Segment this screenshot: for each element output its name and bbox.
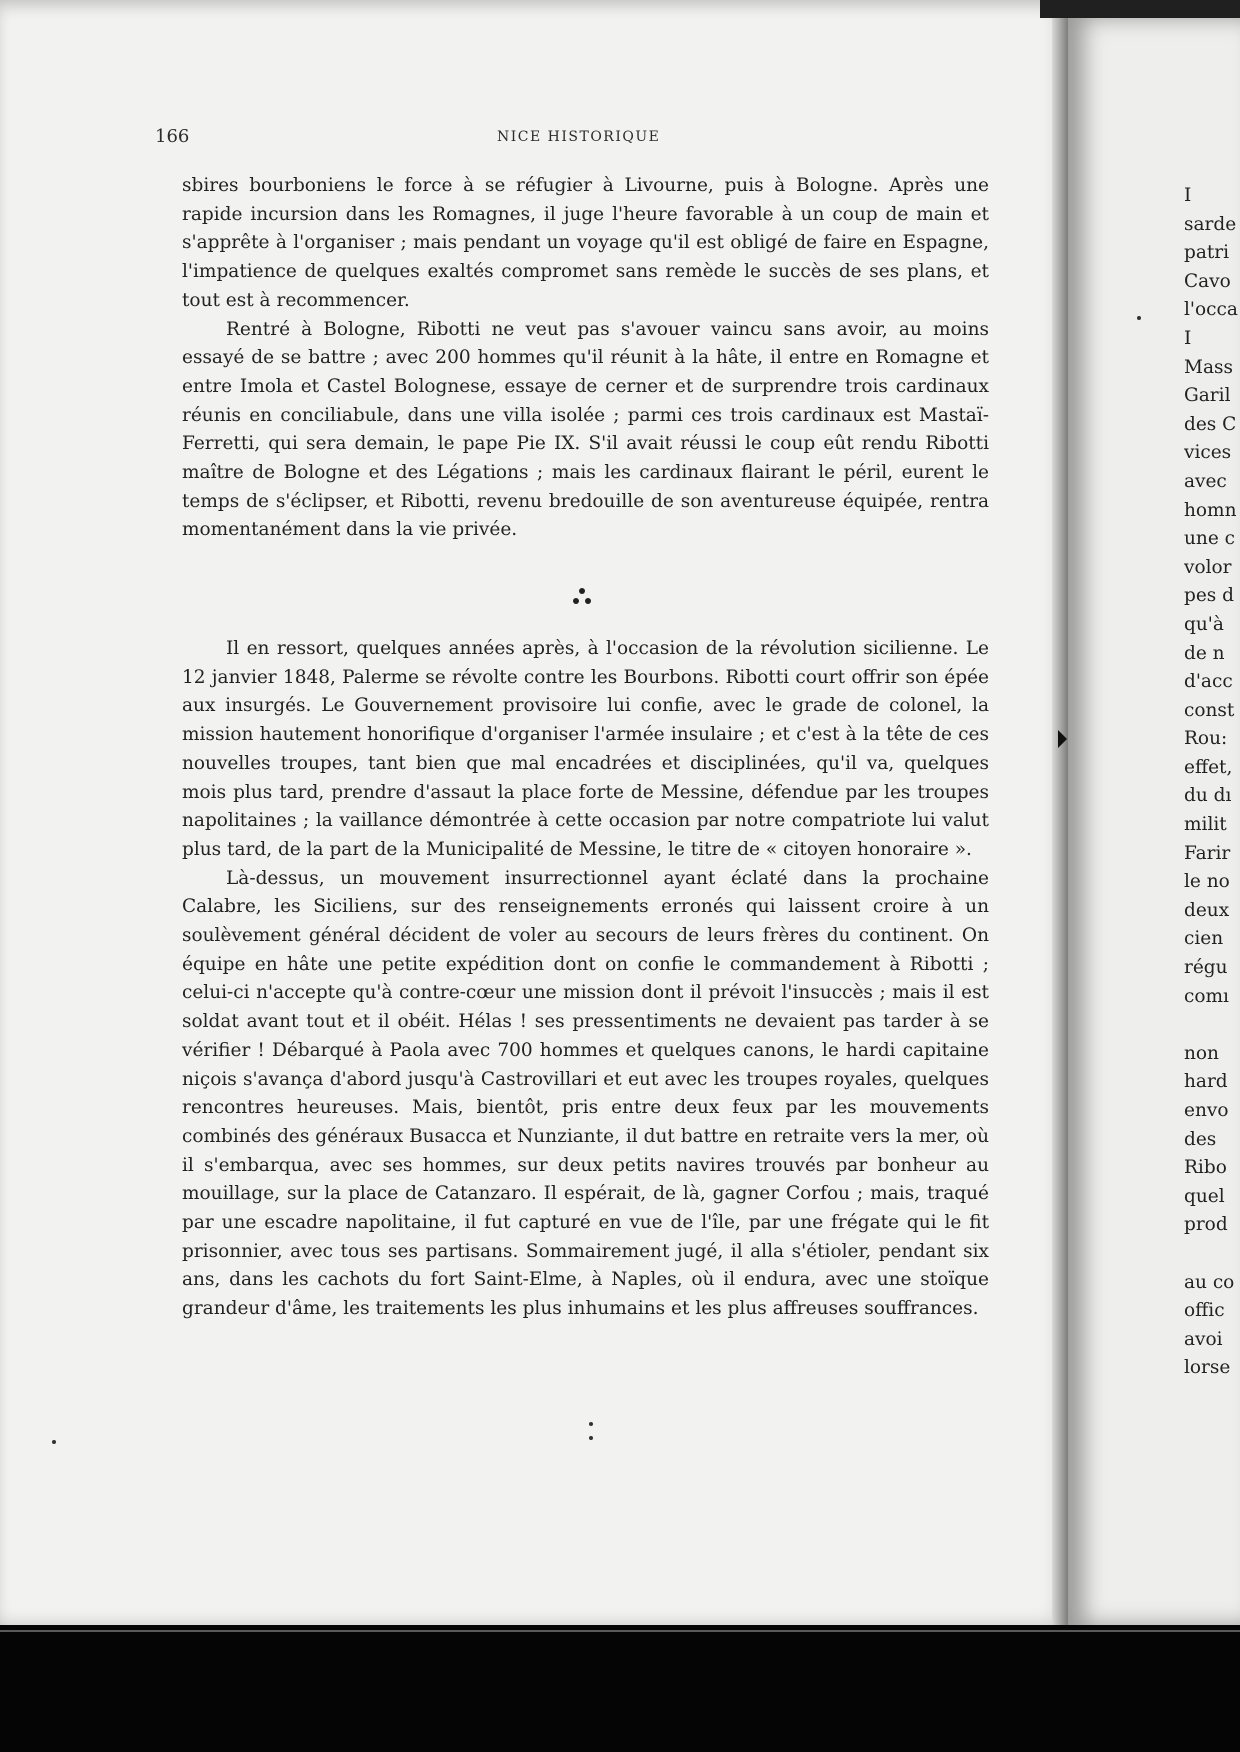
page-number: 166: [155, 126, 190, 147]
right-page-line: envo: [1184, 1100, 1229, 1121]
right-page-line: pes d: [1184, 585, 1235, 607]
right-page-line: effet,: [1184, 756, 1233, 778]
right-page-line: d'acc: [1184, 671, 1233, 693]
right-page-line: régu: [1184, 957, 1228, 979]
right-page-line: Farir: [1184, 842, 1231, 864]
right-page-line: hard: [1184, 1071, 1228, 1093]
text-block-after-break: [182, 635, 989, 1324]
right-page-line: I: [1184, 327, 1192, 349]
paragraph: Rentré à Bologne, Ribotti ne veut pas s'avouer vaincu sans avoir, au moins essayé de se battre ; avec 200 hommes qu'il réunit à la hâte, il entre en Romagne et entre Imola et Castel Bolognese, essaye de cerner et de surprendre trois cardinaux réunis en conciliabule, dans une villa isolée ; parmi ces trois cardinaux est Mastaï-Ferretti, qui sera demain, le pape Pie IX. S'il avait réussi le coup eût rendu Ribotti maître de Bologne et des Légations ; mais les cardinaux flairant le péril, eurent le temps de s'éclipser, et Ribotti, revenu bredouille de son aventureuse équipée, rentra momentanément dans la vie privée.: [182, 318, 989, 541]
paragraph: Il en ressort, quelques années après, à l'occasion de la révolution sicilienne. Le 12 janvier 1848, Palerme se révolte contre les Bourbons. Ribotti court offrir son épée aux insurgés. Le Gouvernement provisoire lui confie, avec le grade de colonel, la mission hautement honorifique d'organiser l'armée insulaire ; et c'est à la tête de ces nouvelles troupes, tant bien que mal encadrées et disciplinées, qu'il va, quelques mois plus tard, prendre d'assaut la place forte de Messine, défendue par les troupes napolitaines ; la vaillance démontrée à cette occasion par notre compatriote lui valut plus tard, de la part de la Municipalité de Messine, le titre de « citoyen honoraire ».: [182, 638, 989, 860]
right-page-line: sarde: [1184, 213, 1237, 235]
paragraph: Là-dessus, un mouvement insurrectionnel ayant éclaté dans la prochaine Calabre, les Siciliens, sur des renseignements erronés qui laissent croire à un soulèvement général décident de voler au secours de leurs frères du continent. On équipe en hâte une petite expédition dont on confie le commandement à Ribotti ; celui-ci n'accepte qu'à contre-cœur une mission dont il prévoit l'insuccès ; mais il est soldat avant tout et il obéit. Hélas ! ses pressentiments ne devaient pas tarder à se vérifier ! Débarqué à Paola avec 700 hommes et quelques canons, le hardi capitaine niçois s'avança d'abord jusqu'à Castrovillari et eut avec les troupes royales, quelques rencontres heureuses. Mais, bientôt, pris entre deux feux par les mouvements combinés des généraux Busacca et Nunziante, il dut battre en retraite vers la mer, où il s'embarqua, avec ses hommes, sur deux petits navires trouvés par bonheur au mouillage, sur la place de Catanzaro. Il espérait, de là, gagner Corfou ; mais, traqué par une escadre napolitaine, il fut capturé en vue de l'île, par une frégate qui le fit prisonnier, avec tous ses partisans. Sommairement jugé, il alla s'étioler, pendant six ans, dans les cachots du fort Saint-Elme, à Naples, où il endura, avec une stoïque grandeur d'âme, les traitements les plus inhumains et les plus affreuses souffrances.: [182, 867, 989, 1320]
right-page-line: offic: [1184, 1300, 1225, 1322]
right-page-line: Cavo: [1184, 270, 1231, 292]
right-page-line: non: [1184, 1042, 1219, 1064]
right-page-line: deux: [1184, 899, 1230, 921]
top-edge-shadow: [1040, 0, 1240, 18]
right-page-line: I: [1184, 185, 1192, 206]
text-block-before-break: [182, 172, 989, 545]
end-ornament-icon: [586, 1420, 596, 1442]
scan-bottom-rule: [0, 1630, 1240, 1632]
right-page-line: Rou:: [1184, 728, 1228, 750]
paragraph: sbires bourboniens le force à se réfugier à Livourne, puis à Bologne. Après une rapide incursion dans les Romagnes, il juge l'heure favorable à un coup de main et s'apprête à l'organiser ; mais pendant un voyage qu'il est obligé de faire en Espagne, l'impatience de quelques exaltés compromet sans remède le succès de ses plans, et tout est à recommencer.: [182, 175, 989, 311]
right-page-line: le no: [1184, 871, 1230, 893]
right-page-line: Mass: [1184, 356, 1233, 378]
right-page-line: qu'à: [1184, 613, 1224, 635]
right-page-line: avoi: [1184, 1328, 1223, 1350]
right-page-line: prod: [1184, 1214, 1228, 1236]
right-page-line: des: [1184, 1128, 1217, 1150]
right-page-line: une c: [1184, 528, 1236, 550]
right-page-line: comı: [1184, 985, 1229, 1007]
running-head: [0, 126, 1068, 150]
margin-speck: [1137, 316, 1141, 320]
margin-speck: [52, 1440, 56, 1444]
right-page-line: [1184, 1240, 1240, 1269]
right-page-line: homn: [1184, 499, 1237, 521]
asterism-icon: [571, 585, 593, 609]
right-page-line: au co: [1184, 1271, 1235, 1293]
right-page-line: lorse: [1184, 1357, 1231, 1379]
right-page-line: des C: [1184, 413, 1237, 435]
right-page-line: cien: [1184, 928, 1224, 950]
running-title: NICE HISTORIQUE: [497, 129, 661, 145]
right-page-line: Garil: [1184, 385, 1231, 407]
right-page-line: avec: [1184, 470, 1227, 492]
right-page-line: vices: [1184, 442, 1232, 464]
right-page-text-fragments: [1184, 182, 1240, 1383]
right-page-line: volor: [1184, 556, 1232, 578]
right-page-line: milit: [1184, 814, 1227, 836]
right-page-line: const: [1184, 699, 1235, 721]
scan-bottom-border: [0, 1625, 1240, 1752]
right-page-line: quel: [1184, 1185, 1225, 1207]
right-page-line: du dı: [1184, 785, 1232, 807]
right-page-line: [1184, 1011, 1240, 1040]
right-page-line: l'occa: [1184, 299, 1238, 321]
right-page-line: patri: [1184, 242, 1230, 264]
right-page-line: Ribo: [1184, 1157, 1227, 1179]
right-page-line: de n: [1184, 642, 1225, 664]
